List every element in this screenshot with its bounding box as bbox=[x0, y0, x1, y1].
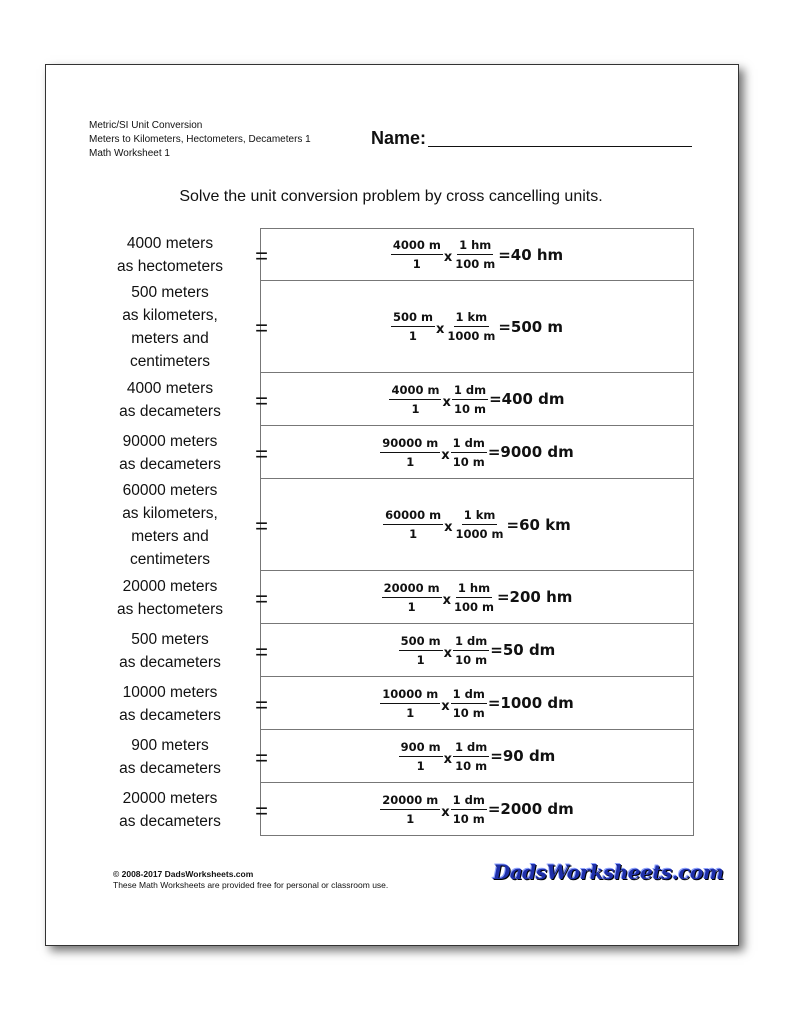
problem-prompt bbox=[90, 228, 268, 281]
problem-prompt bbox=[90, 571, 268, 624]
denominator: 1 bbox=[408, 329, 417, 343]
problem-prompt bbox=[90, 426, 268, 479]
fraction-given bbox=[380, 436, 440, 469]
answer-cell bbox=[260, 281, 694, 373]
conversion-expression bbox=[383, 508, 571, 541]
denominator: 10 m bbox=[455, 758, 488, 773]
numerator: 20000 m bbox=[382, 581, 442, 598]
times-sign: x bbox=[441, 804, 450, 820]
fraction-given bbox=[391, 238, 443, 271]
worksheet-topic: Meters to Kilometers, Hectometers, Decameters 1 bbox=[89, 134, 311, 145]
equals-sign: = bbox=[255, 691, 268, 717]
problem-prompt bbox=[90, 677, 268, 730]
prompt-text: 20000 meters as hectometers bbox=[117, 577, 223, 618]
conversion-expression bbox=[380, 687, 574, 720]
fraction-conversion bbox=[451, 687, 487, 720]
denominator: 10 m bbox=[453, 401, 486, 416]
result: =60 km bbox=[506, 515, 571, 534]
conversion-expression bbox=[380, 793, 574, 826]
result: =50 dm bbox=[490, 641, 556, 659]
conversion-expression bbox=[382, 581, 573, 614]
denominator: 1 bbox=[406, 454, 415, 469]
table-row bbox=[90, 677, 694, 730]
numerator: 1 dm bbox=[453, 740, 489, 757]
conversion-expression bbox=[380, 436, 574, 469]
table-row bbox=[90, 228, 694, 281]
numerator: 1 dm bbox=[452, 383, 488, 400]
answer-cell bbox=[260, 571, 694, 624]
answer-cell bbox=[260, 373, 694, 426]
numerator: 10000 m bbox=[380, 687, 440, 704]
prompt-text: 500 meters as kilometers, meters and centimeters bbox=[122, 284, 218, 370]
problem-prompt bbox=[90, 730, 268, 783]
conversion-expression bbox=[391, 310, 563, 343]
copyright: © 2008-2017 DadsWorksheets.com bbox=[113, 869, 254, 879]
problem-prompt bbox=[90, 479, 268, 571]
times-sign: x bbox=[441, 698, 450, 714]
times-sign: x bbox=[443, 751, 453, 767]
result: =9000 dm bbox=[487, 443, 574, 461]
problem-table bbox=[90, 228, 694, 836]
denominator: 1000 m bbox=[447, 329, 496, 343]
conversion-expression bbox=[399, 634, 556, 667]
prompt-text: 10000 meters as decameters bbox=[119, 683, 221, 724]
denominator: 1 bbox=[406, 811, 415, 826]
name-line bbox=[428, 146, 692, 147]
table-row bbox=[90, 281, 694, 373]
numerator: 20000 m bbox=[380, 793, 440, 810]
name-label: Name: bbox=[371, 128, 427, 148]
result: =500 m bbox=[498, 317, 564, 336]
prompt-text: 4000 meters as hectometers bbox=[117, 234, 223, 275]
problem-prompt bbox=[90, 373, 268, 426]
times-sign: x bbox=[443, 645, 453, 661]
denominator: 10 m bbox=[455, 652, 488, 667]
instructions: Solve the unit conversion problem by cross cancelling units. bbox=[179, 188, 603, 205]
times-sign: x bbox=[444, 520, 453, 535]
result: =400 dm bbox=[489, 390, 565, 408]
fraction-conversion bbox=[451, 793, 487, 826]
fraction-conversion bbox=[453, 740, 489, 773]
fraction-given bbox=[380, 687, 440, 720]
numerator: 1 km bbox=[454, 310, 490, 327]
fraction-given bbox=[389, 383, 441, 416]
fraction-conversion bbox=[452, 581, 496, 614]
numerator: 1 dm bbox=[451, 436, 487, 453]
fraction-conversion bbox=[452, 383, 488, 416]
numerator: 1 hm bbox=[457, 238, 493, 255]
numerator: 900 m bbox=[399, 740, 443, 757]
fraction-conversion bbox=[453, 238, 497, 271]
fraction-given bbox=[380, 793, 440, 826]
worksheet-header bbox=[89, 119, 311, 161]
conversion-expression bbox=[391, 238, 563, 271]
equals-sign: = bbox=[255, 744, 268, 770]
footer bbox=[113, 869, 388, 891]
usage-note: These Math Worksheets are provided free for personal or classroom use. bbox=[113, 880, 389, 890]
fraction-given bbox=[383, 508, 443, 541]
times-sign: x bbox=[443, 250, 453, 265]
problem-prompt bbox=[90, 783, 268, 836]
denominator: 1 bbox=[407, 599, 416, 614]
denominator: 1 bbox=[409, 527, 418, 541]
denominator: 100 m bbox=[455, 257, 496, 271]
problem-prompt bbox=[90, 281, 268, 373]
denominator: 1000 m bbox=[455, 527, 504, 541]
numerator: 4000 m bbox=[391, 238, 443, 255]
table-row bbox=[90, 426, 694, 479]
table-row bbox=[90, 479, 694, 571]
numerator: 60000 m bbox=[383, 508, 443, 525]
result: =200 hm bbox=[496, 588, 573, 606]
conversion-expression bbox=[389, 383, 564, 416]
denominator: 1 bbox=[411, 401, 420, 416]
answer-cell bbox=[260, 624, 694, 677]
prompt-text: 500 meters as decameters bbox=[119, 630, 221, 671]
table-row bbox=[90, 783, 694, 836]
answer-cell bbox=[260, 426, 694, 479]
numerator: 500 m bbox=[391, 310, 435, 327]
result: =90 dm bbox=[490, 747, 556, 765]
table-row bbox=[90, 624, 694, 677]
numerator: 1 hm bbox=[456, 581, 492, 598]
denominator: 10 m bbox=[452, 454, 485, 469]
denominator: 10 m bbox=[452, 811, 485, 826]
times-sign: x bbox=[435, 322, 445, 337]
denominator: 100 m bbox=[453, 599, 494, 614]
fraction-given bbox=[399, 740, 443, 773]
fraction-conversion bbox=[454, 508, 506, 541]
equals-sign: = bbox=[255, 242, 268, 268]
fraction-given bbox=[391, 310, 435, 343]
fraction-given bbox=[399, 634, 443, 667]
times-sign: x bbox=[441, 447, 450, 463]
numerator: 4000 m bbox=[389, 383, 441, 400]
denominator: 1 bbox=[406, 705, 415, 720]
problem-prompt bbox=[90, 624, 268, 677]
numerator: 1 km bbox=[462, 508, 498, 525]
prompt-text: 900 meters as decameters bbox=[119, 736, 221, 777]
denominator: 1 bbox=[416, 652, 425, 667]
numerator: 1 dm bbox=[453, 634, 489, 651]
prompt-text: 60000 meters as kilometers, meters and centimeters bbox=[122, 482, 218, 568]
conversion-expression bbox=[399, 740, 556, 773]
denominator: 10 m bbox=[452, 705, 485, 720]
prompt-text: 4000 meters as decameters bbox=[119, 379, 221, 420]
equals-sign: = bbox=[255, 387, 268, 413]
table-row bbox=[90, 373, 694, 426]
equals-sign: = bbox=[255, 440, 268, 466]
equals-sign: = bbox=[255, 585, 268, 611]
fraction-given bbox=[382, 581, 442, 614]
times-sign: x bbox=[442, 394, 451, 410]
dadsworksheets-logo: DadsWorksheets.com bbox=[493, 860, 724, 884]
worksheet-number: Math Worksheet 1 bbox=[89, 148, 170, 159]
answer-cell bbox=[260, 677, 694, 730]
answer-cell bbox=[260, 730, 694, 783]
result: =1000 dm bbox=[487, 694, 574, 712]
numerator: 500 m bbox=[399, 634, 443, 651]
equals-sign: = bbox=[255, 797, 268, 823]
worksheet-category: Metric/SI Unit Conversion bbox=[89, 120, 203, 131]
equals-sign: = bbox=[255, 638, 268, 664]
prompt-text: 20000 meters as decameters bbox=[119, 789, 221, 830]
answer-cell bbox=[260, 783, 694, 836]
equals-sign: = bbox=[255, 315, 268, 341]
fraction-conversion bbox=[453, 634, 489, 667]
equals-sign: = bbox=[255, 513, 268, 539]
fraction-conversion bbox=[445, 310, 497, 343]
result: =40 hm bbox=[498, 245, 564, 264]
fraction-conversion bbox=[451, 436, 487, 469]
denominator: 1 bbox=[416, 758, 425, 773]
answer-cell bbox=[260, 479, 694, 571]
numerator: 90000 m bbox=[380, 436, 440, 453]
numerator: 1 dm bbox=[451, 687, 487, 704]
numerator: 1 dm bbox=[451, 793, 487, 810]
table-row bbox=[90, 730, 694, 783]
times-sign: x bbox=[442, 592, 451, 608]
prompt-text: 90000 meters as decameters bbox=[119, 432, 221, 473]
result: =2000 dm bbox=[487, 800, 574, 818]
answer-cell bbox=[260, 228, 694, 281]
denominator: 1 bbox=[412, 257, 421, 271]
table-row bbox=[90, 571, 694, 624]
